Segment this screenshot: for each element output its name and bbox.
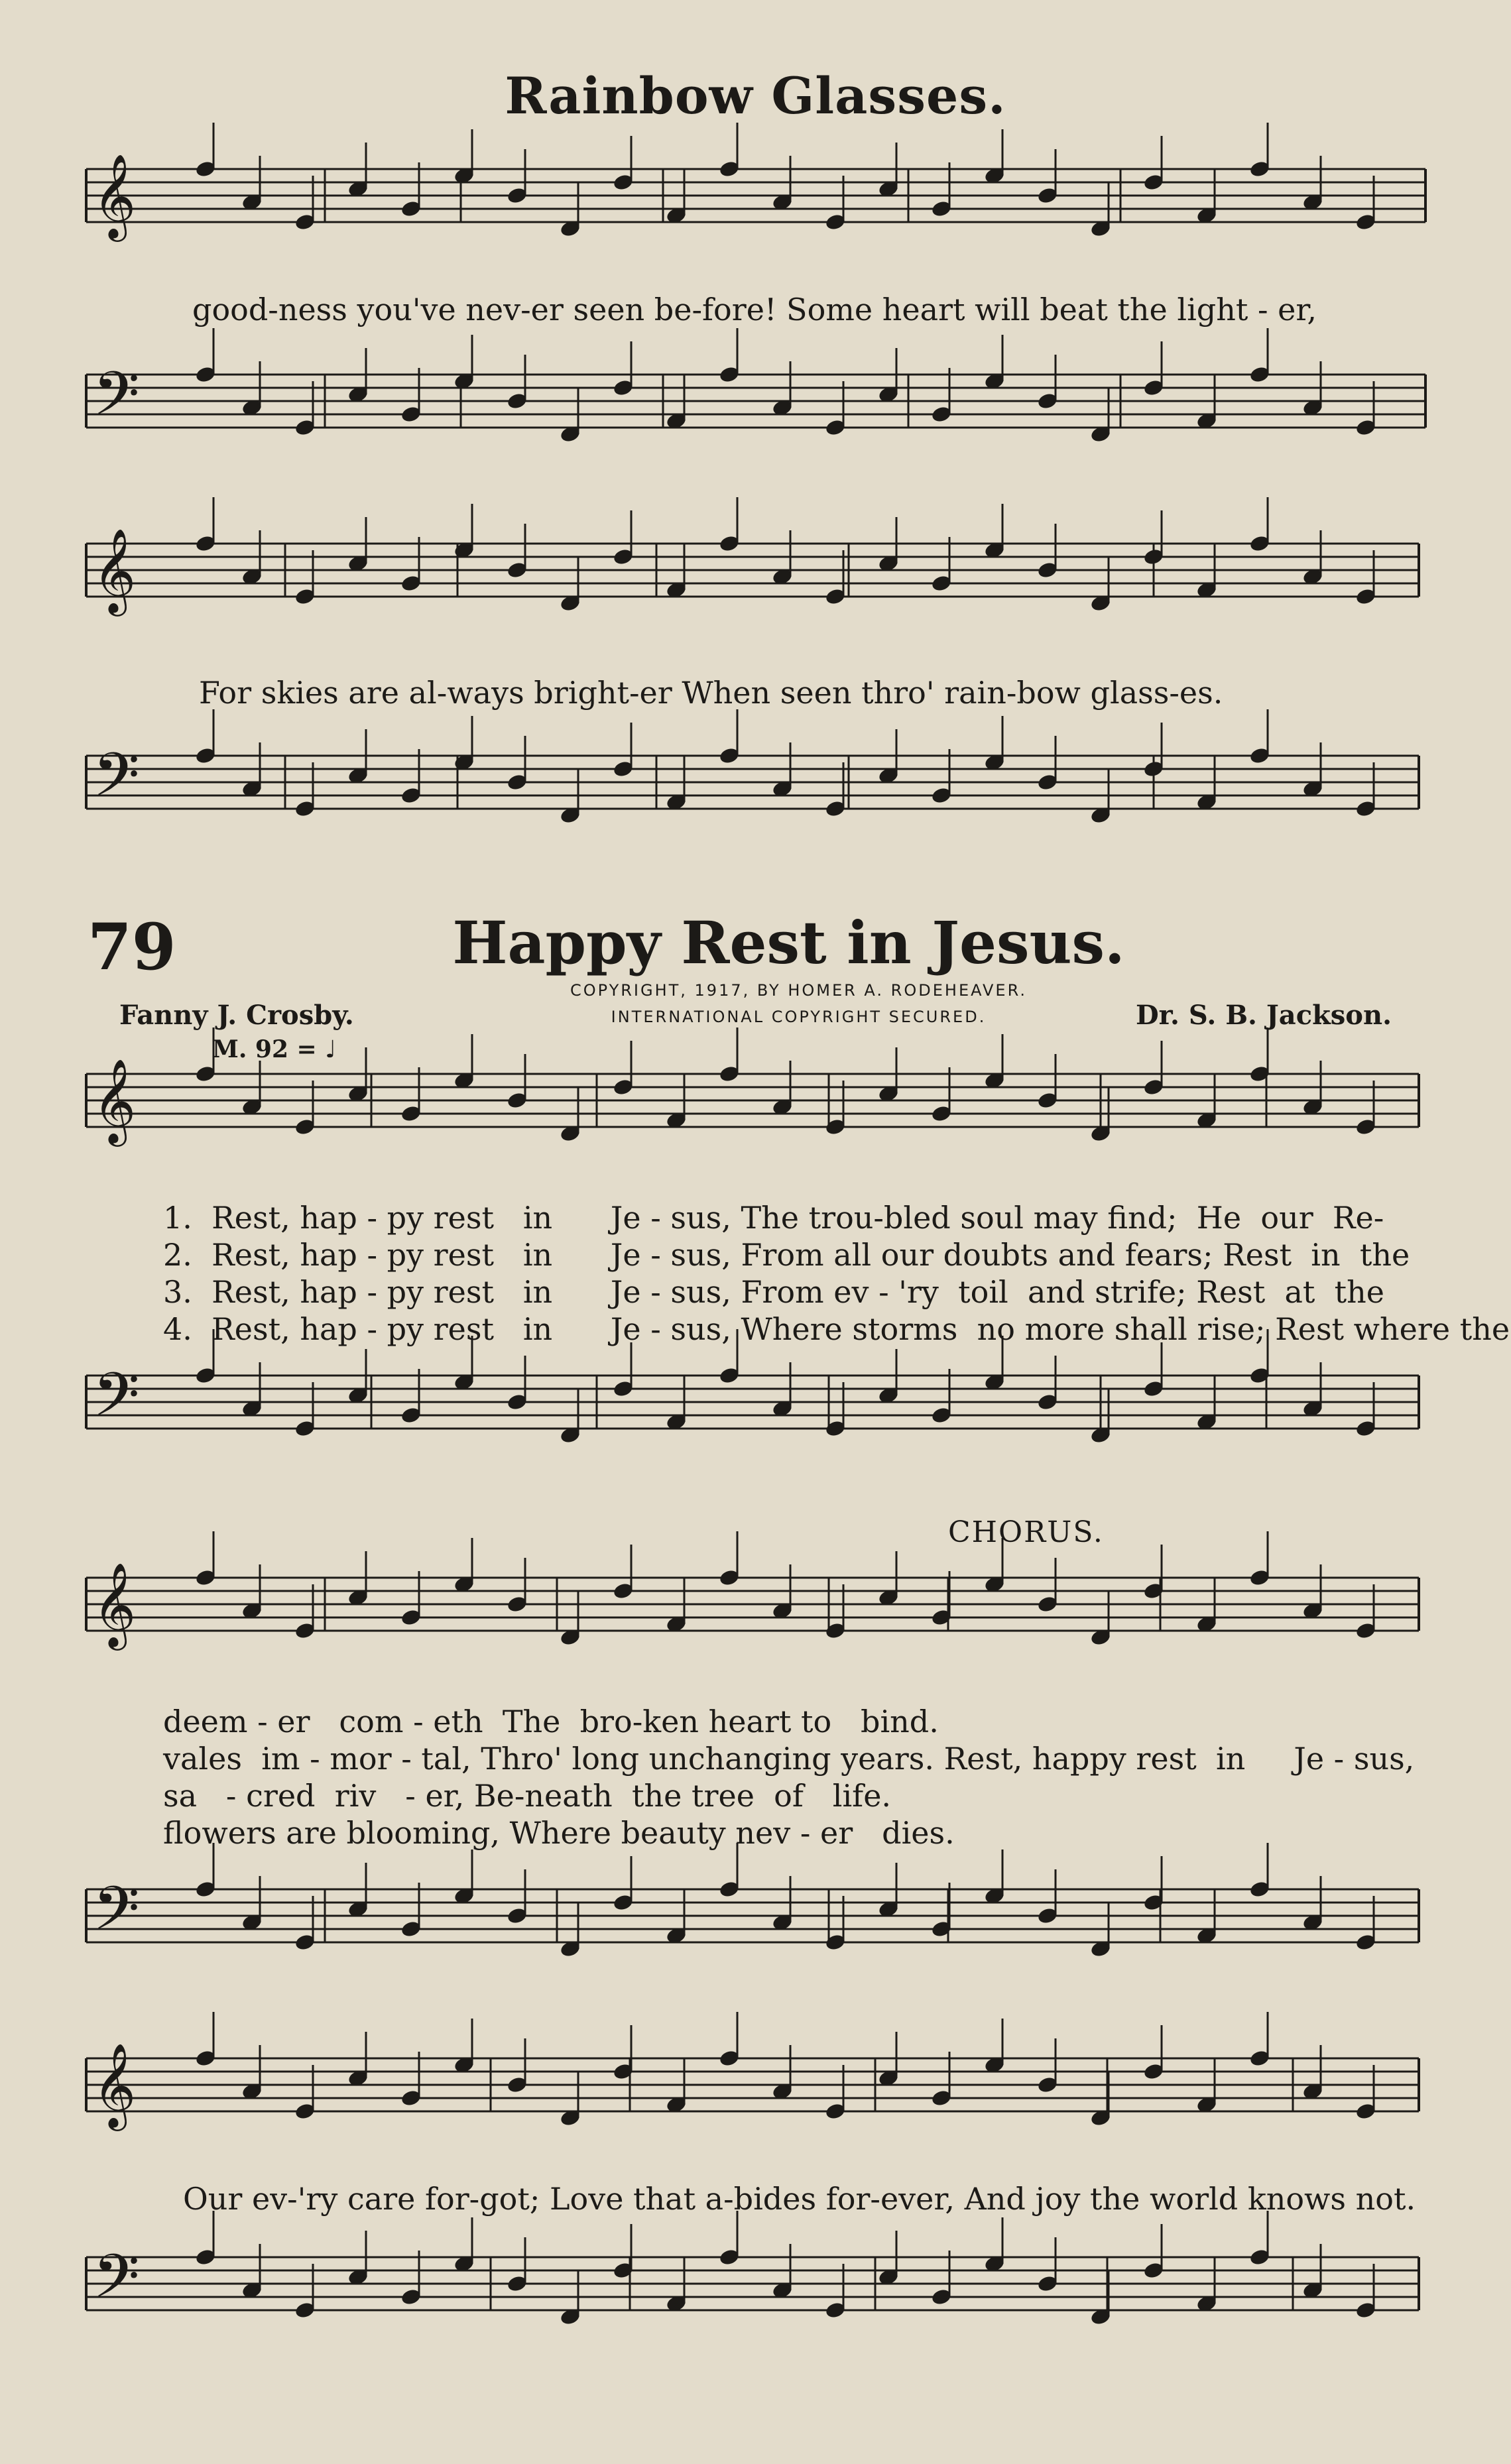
verse-1-part-1: 1. Rest, hap - py rest in Je - sus, The trou-bled soul may find; He our Re- <box>163 1200 1384 1236</box>
verse-1-part-2: deem - er com - eth The bro-ken heart to bind. <box>163 1704 939 1739</box>
treble-clef-icon: 𝄞 <box>93 153 137 238</box>
copyright-line-2: INTERNATIONAL COPYRIGHT SECURED. <box>611 1008 987 1026</box>
previous-hymn-lyric-line-2: For skies are al-ways bright-er When seen thro' rain-bow glass-es. <box>199 675 1223 711</box>
tempo-marking: M. 92 = ♩ <box>212 1035 337 1063</box>
previous-hymn-lyric-line-1: good-ness you've nev-er seen be-fore! Some heart will beat the light - er, <box>192 292 1317 327</box>
bass-clef-icon: 𝄢 <box>93 740 140 825</box>
hymn-composer: Dr. S. B. Jackson. <box>1135 1000 1392 1031</box>
verse-4-part-2: flowers are blooming, Where beauty nev - er dies. <box>163 1815 955 1851</box>
refrain-line: Our ev-'ry care for-got; Love that a-bides for-ever, And joy the world knows not. <box>183 2181 1416 2217</box>
hymn-number: 79 <box>88 909 176 984</box>
chorus-label: CHORUS. <box>948 1515 1104 1549</box>
bass-clef-icon: 𝄢 <box>93 2241 140 2326</box>
hymn-author: Fanny J. Crosby. <box>119 1000 354 1031</box>
treble-clef-icon: 𝄞 <box>93 2042 137 2127</box>
verse-3-part-2: sa - cred riv - er, Be-neath the tree of life. <box>163 1778 892 1814</box>
bass-clef-icon: 𝄢 <box>93 1873 140 1958</box>
treble-clef-icon: 𝄞 <box>93 1562 137 1647</box>
copyright-line-1: COPYRIGHT, 1917, BY HOMER A. RODEHEAVER. <box>570 981 1028 1000</box>
bass-clef-icon: 𝄢 <box>93 1360 140 1444</box>
hymn-title: Happy Rest in Jesus. <box>452 908 1125 977</box>
previous-hymn-title: Rainbow Glasses. <box>505 66 1006 125</box>
verse-3-part-1: 3. Rest, hap - py rest in Je - sus, From ev - 'ry toil and strife; Rest at the <box>163 1274 1384 1310</box>
verse-2-part-1: 2. Rest, hap - py rest in Je - sus, From all our doubts and fears; Rest in the <box>163 1237 1410 1273</box>
bass-clef-icon: 𝄢 <box>93 359 140 443</box>
treble-clef-icon: 𝄞 <box>93 1058 137 1143</box>
treble-clef-icon: 𝄞 <box>93 528 137 613</box>
verse-2-part-2: vales im - mor - tal, Thro' long unchanging years. Rest, happy rest in Je - sus, <box>163 1741 1415 1777</box>
verse-4-part-1: 4. Rest, hap - py rest in Je - sus, Where storms no more shall rise; Rest where the <box>163 1311 1510 1347</box>
